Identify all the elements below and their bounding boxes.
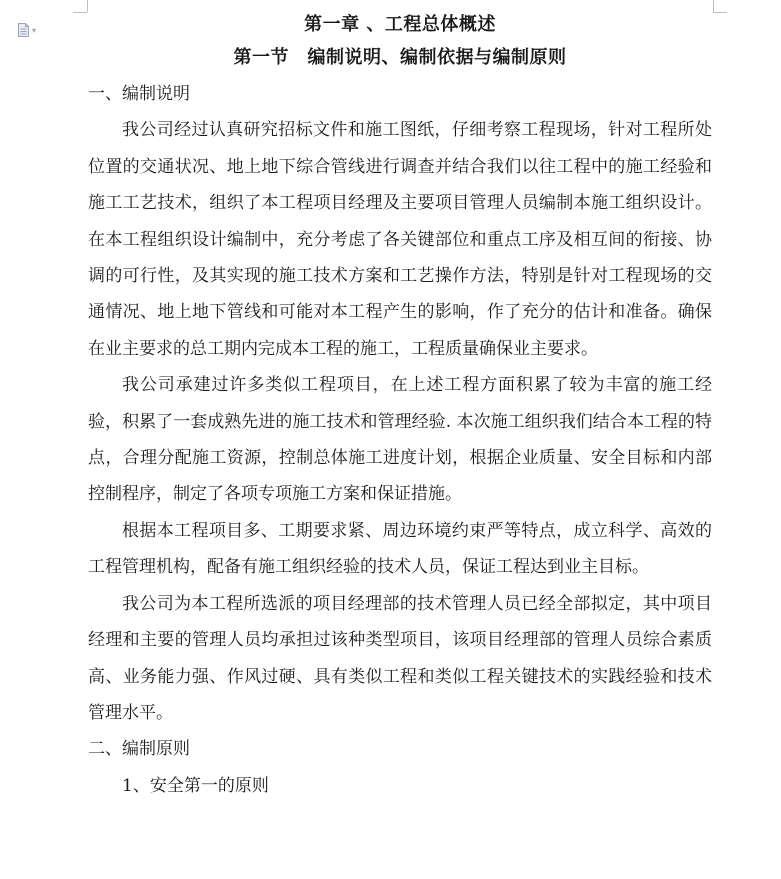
paragraph-2: 我公司承建过许多类似工程项目，在上述工程方面积累了较为丰富的施工经验，积累了一套成熟先进的施工技术和管理经验. 本次施工组织我们结合本工程的特点，合理分配施工资源，控制总体施工进度计划，根据企业质量、安全目标和内部控制程序，制定了各项专项施工方案和保证措施。 <box>88 375 712 505</box>
right-margin-mark <box>713 0 714 12</box>
heading-compilation-notes: 一、编制说明 <box>88 84 190 104</box>
section-title: 第一节 编制说明、编制依据与编制原则 <box>233 47 567 68</box>
principle-item-1: 1、安全第一的原则 <box>122 775 269 796</box>
paragraph-4: 我公司为本工程所选派的项目经理部的技术管理人员已经全部拟定，其中项目经理和主要的管理人员均承担过该种类型项目，该项目经理部的管理人员综合素质高、业务能力强、作风过硬、具有类似工程和类似工程关键技术的实践经验和技术管理水平。 <box>88 593 712 723</box>
document-body <box>88 10 712 804</box>
document-menu-button[interactable] <box>18 22 46 38</box>
heading-compilation-principles: 二、编制原则 <box>88 739 190 760</box>
left-margin-corner <box>73 12 87 13</box>
document-icon <box>18 23 29 37</box>
chapter-title: 第一章 、工程总体概述 <box>304 14 496 35</box>
right-margin-corner <box>713 12 727 13</box>
paragraph-3: 根据本工程项目多、工期要求紧、周边环境约束严等特点，成立科学、高效的工程管理机构，配备有施工组织经验的技术人员，保证工程达到业主目标。 <box>88 520 712 578</box>
chevron-down-icon: ▾ <box>32 25 37 35</box>
paragraph-1: 我公司经过认真研究招标文件和施工图纸，仔细考察工程现场，针对工程所处位置的交通状况、地上地下综合管线进行调查并结合我们以往工程中的施工经验和施工工艺技术，组织了本工程项目经理及主要项目管理人员编制本施工组织设计。在本工程组织设计编制中，充分考虑了各关键部位和重点工序及相互间的衔接、协调的可行性，及其实现的施工技术方案和工艺操作方法，特别是针对工程现场的交通情况、地上地下管线和可能对本工程产生的影响，作了充分的估计和准备。确保在业主要求的总工期内完成本工程的施工，工程质量确保业主要求。 <box>88 120 712 359</box>
